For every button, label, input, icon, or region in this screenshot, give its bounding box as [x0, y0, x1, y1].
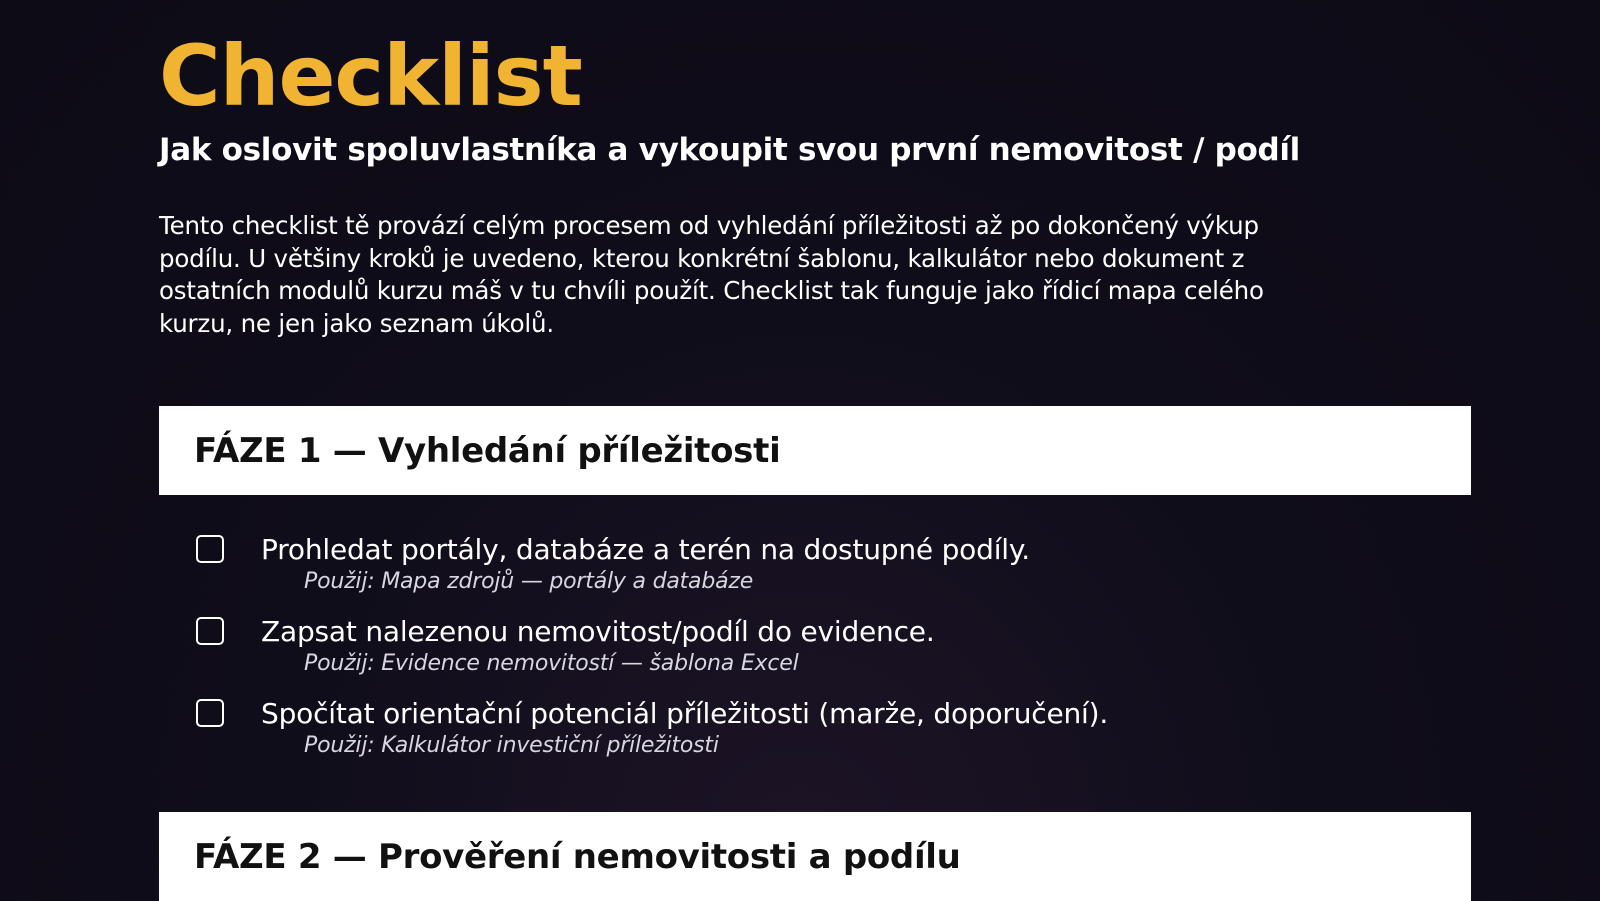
- intro-paragraph: Tento checklist tě provází celým procesem od vyhledání příležitosti až po dokončený výkup podílu. U většiny kroků je uvedeno, kterou konkrétní šablonu, kalkulátor nebo dokument z ostatních modulů kurzu máš v tu chvíli použít. Checklist tak funguje jako řídicí mapa celého kurzu, ne jen jako seznam úkolů.: [159, 211, 1264, 338]
- checklist-item-hint: Použij: Kalkulátor investiční příležitosti: [304, 733, 719, 758]
- checklist-item-hint: Použij: Mapa zdrojů — portály a databáze: [304, 569, 754, 594]
- checklist-item-hint: Použij: Evidence nemovitostí — šablona Excel: [304, 651, 799, 676]
- phase-2-header: [159, 812, 1471, 901]
- page-title: Checklist: [159, 27, 582, 125]
- checklist-item-text: Zapsat nalezenou nemovitost/podíl do evidence.: [261, 615, 935, 648]
- phase-1-title: FÁZE 1 — Vyhledání příležitosti: [194, 430, 781, 471]
- phase-1-header: [159, 406, 1471, 495]
- checklist-item-text: Spočítat orientační potenciál příležitosti (marže, doporučení).: [261, 697, 1109, 730]
- checklist-item-text: Prohledat portály, databáze a terén na dostupné podíly.: [261, 533, 1030, 566]
- checkbox[interactable]: [196, 535, 224, 563]
- checklist-page: [159, 0, 1471, 900]
- page-subtitle: Jak oslovit spoluvlastníka a vykoupit svou první nemovitost / podíl: [159, 132, 1301, 168]
- checkbox[interactable]: [196, 617, 224, 645]
- phase-2-title: FÁZE 2 — Prověření nemovitosti a podílu: [194, 836, 961, 877]
- checkbox[interactable]: [196, 699, 224, 727]
